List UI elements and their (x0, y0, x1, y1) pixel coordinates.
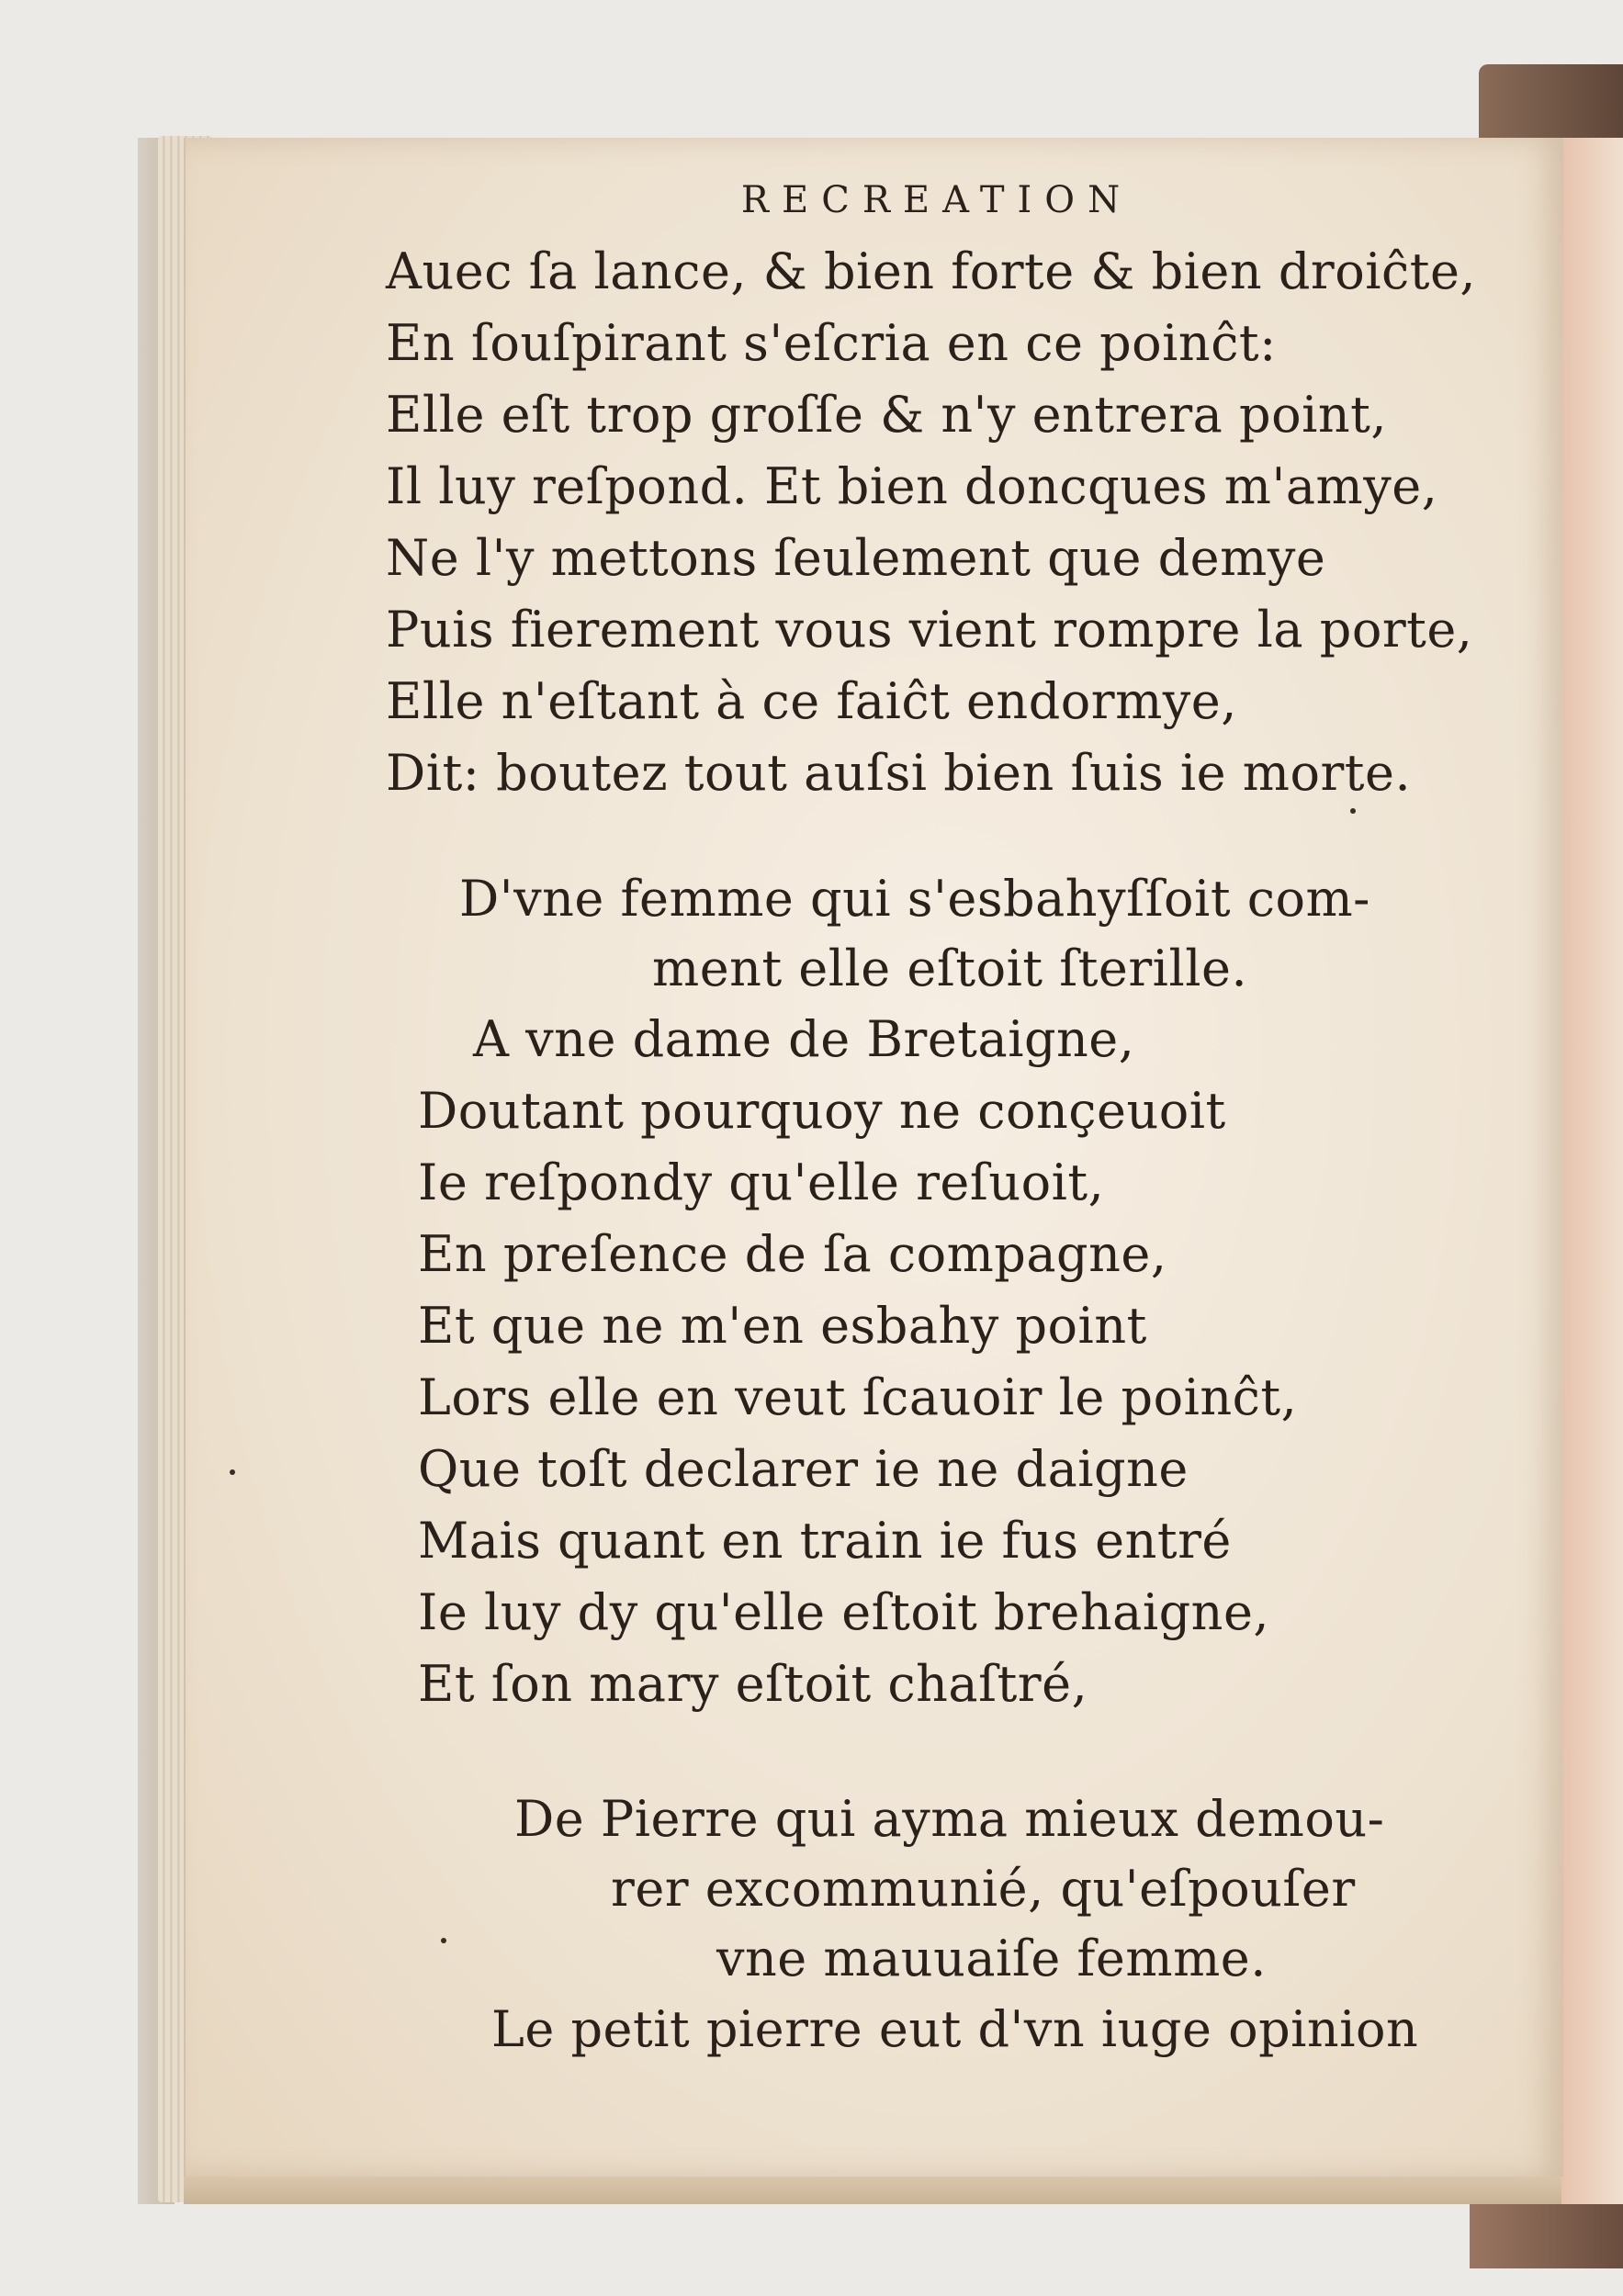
heading-line: D'vne femme qui s'esbahyſſoit com- (459, 870, 1370, 928)
poem-heading-1 (386, 864, 1543, 1004)
stanza-2 (386, 1004, 1543, 1720)
verse-line: En preſence de ſa compagne, (418, 1225, 1167, 1283)
verse-line: Mais quant en train ie fus entré (418, 1512, 1232, 1570)
running-head: RECREATION (740, 179, 1133, 221)
heading-line: ment elle eſtoit ſterille. (652, 940, 1248, 997)
verse-line: Il luy reſpond. Et bien doncques m'amye, (386, 457, 1438, 515)
verse-line: Auec ſa lance, & bien forte & bien droiĉte, (386, 242, 1477, 300)
verse-line: A vne dame de Bretaigne, (473, 1010, 1135, 1068)
verse-line: En ſouſpirant s'eſcria en ce poinĉt: (386, 314, 1277, 372)
page-bottom-edge (184, 2177, 1561, 2204)
page-text (386, 179, 1543, 2065)
ink-speck (230, 1469, 235, 1475)
verse-line: Et que ne m'en esbahy point (418, 1297, 1147, 1355)
heading-line: rer excommunié, qu'eſpouſer (611, 1860, 1356, 1918)
verse-line: Dit: boutez tout auſsi bien ſuis ie morte. (386, 744, 1412, 802)
heading-line: vne mauuaiſe femme. (716, 1930, 1267, 1987)
book-cover-top (1479, 64, 1623, 138)
verse-line: Elle eſt trop groſſe & n'y entrera point, (386, 386, 1388, 444)
verse-line: Ie reſpondy qu'elle reſuoit, (418, 1154, 1105, 1211)
verse-line: Le petit pierre eut d'vn iuge opinion (491, 2000, 1419, 2058)
poem-heading-2 (386, 1784, 1543, 1994)
verse-line: Que toſt declarer ie ne daigne (418, 1440, 1189, 1498)
heading-line: De Pierre qui ayma mieux demou- (514, 1790, 1385, 1848)
verse-line: Ne l'y mettons ſeulement que demye (386, 529, 1326, 587)
verse-line: Ie luy dy qu'elle eſtoit brehaigne, (418, 1583, 1270, 1641)
verse-line: Doutant pourquoy ne conçeuoit (418, 1082, 1226, 1140)
facing-page-edge (1561, 138, 1623, 2204)
verse-line: Elle n'eſtant à ce faiĉt endormye, (386, 672, 1237, 730)
verse-line: Et ſon mary eſtoit chaſtré, (418, 1655, 1088, 1713)
verse-line: Lors elle en veut ſcauoir le poinĉt, (418, 1368, 1298, 1426)
stanza-1 (386, 236, 1543, 809)
verse-line: Puis fierement vous vient rompre la porte, (386, 601, 1473, 658)
book-cover-bottom (1470, 2204, 1623, 2268)
